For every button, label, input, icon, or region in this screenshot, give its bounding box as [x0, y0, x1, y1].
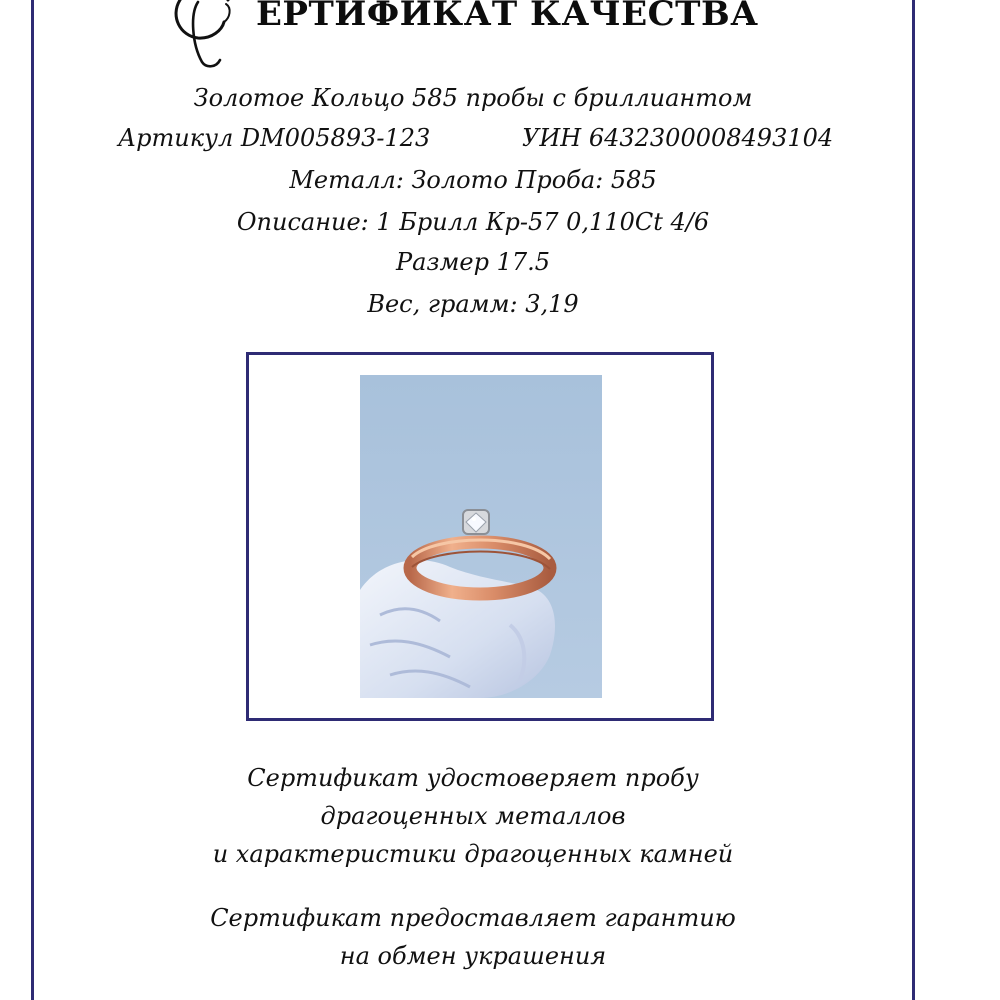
- article-number: Артикул DM005893-123: [118, 124, 431, 152]
- certificate-title: ЕРТИФИКАТ КАЧЕСТВА: [256, 0, 759, 34]
- ring-photo-illustration: [360, 375, 602, 698]
- certify-line-2: драгоценных металлов: [320, 802, 626, 830]
- monogram-c-logo: [150, 0, 260, 68]
- uin-number: УИН 6432300008493104: [522, 124, 834, 152]
- guarantee-line-2: на обмен украшения: [339, 942, 607, 970]
- ring-photo: [360, 375, 602, 698]
- photo-frame: [246, 352, 714, 721]
- ring-size: Размер 17.5: [395, 248, 551, 276]
- certify-line-1: Сертификат удостоверяет пробу: [247, 764, 699, 792]
- certify-line-3: и характеристики драгоценных камней: [212, 840, 734, 868]
- product-name: Золотое Кольцо 585 пробы с бриллиантом: [193, 84, 753, 112]
- ring-weight: Вес, грамм: 3,19: [367, 290, 579, 318]
- guarantee-line-1: Сертификат предоставляет гарантию: [210, 904, 736, 932]
- stone-description: Описание: 1 Брилл Кр-57 0,110Ct 4/6: [236, 208, 710, 236]
- metal-assay: Металл: Золото Проба: 585: [289, 166, 657, 194]
